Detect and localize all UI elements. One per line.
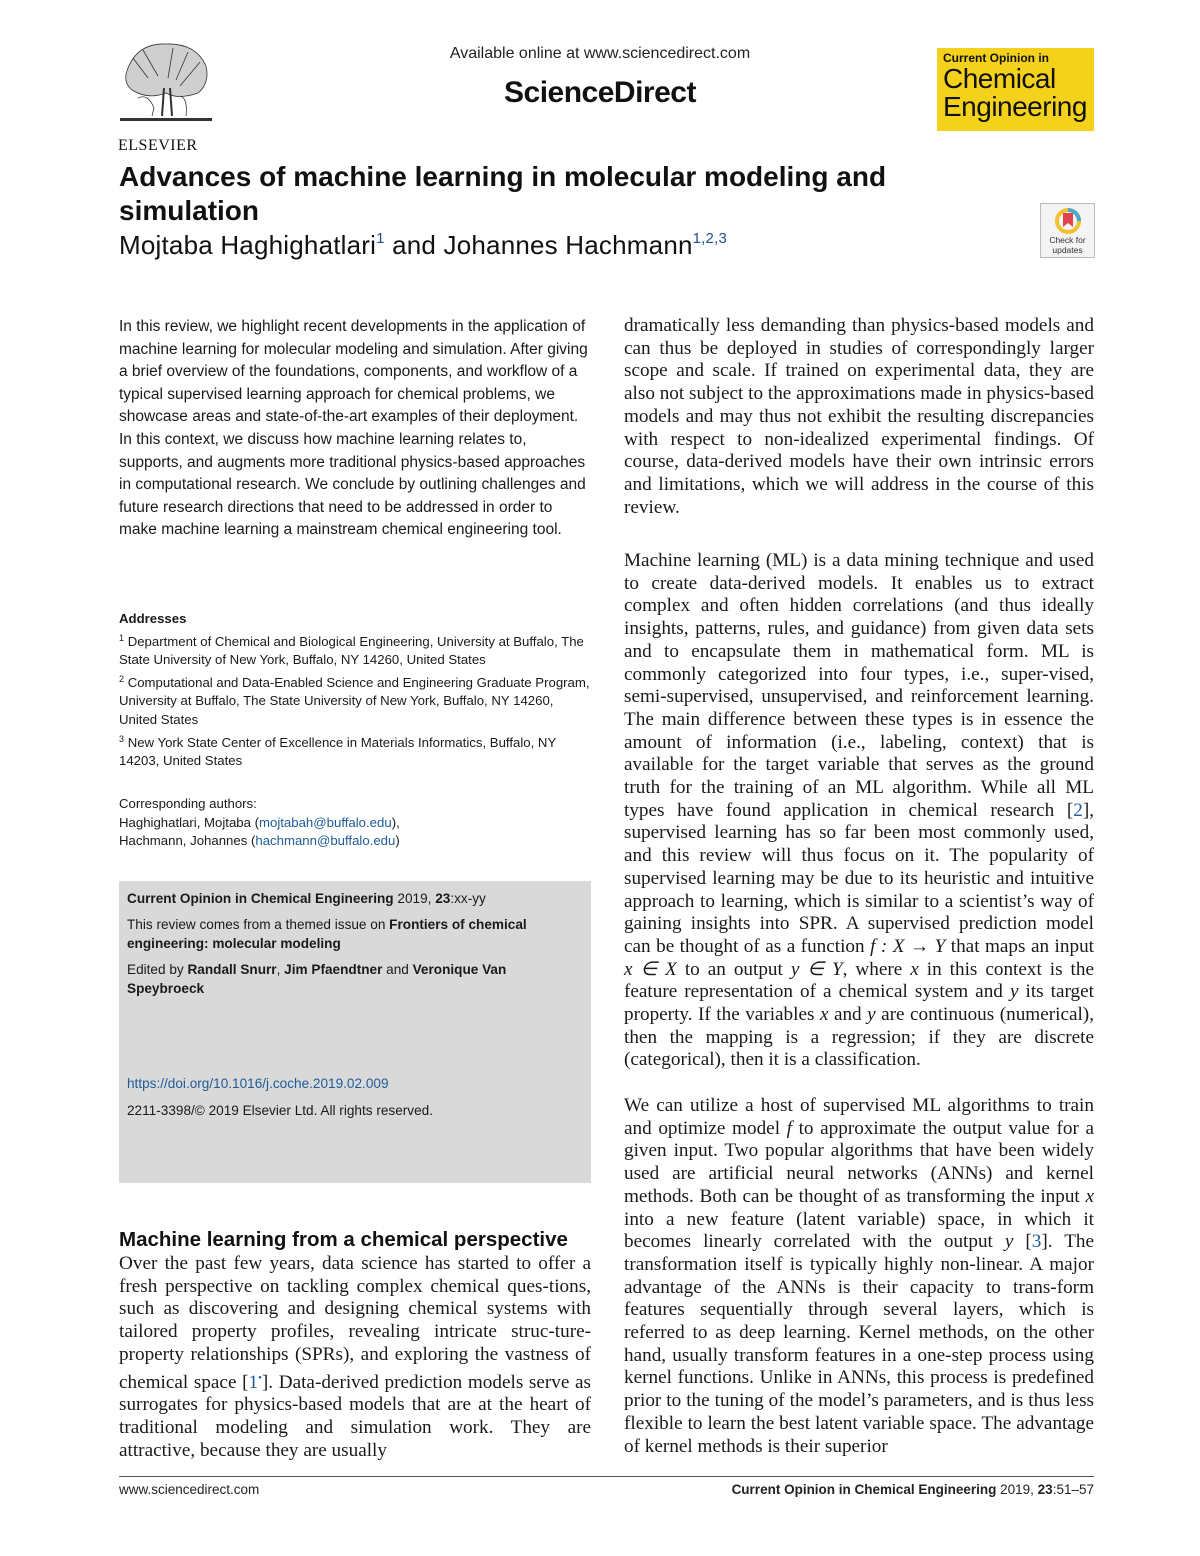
author-name[interactable]: Mojtaba Haghighatlari (119, 230, 377, 260)
check-updates-line1: Check for (1049, 235, 1086, 245)
author-list (119, 230, 727, 261)
address-text: New York State Center of Excellence in Materials Informatics, Buffalo, NY 14203, United States (119, 734, 556, 769)
address-item (119, 730, 591, 771)
check-updates-line2: updates (1052, 244, 1083, 255)
body-paragraph (624, 550, 1094, 1072)
address-text: Department of Chemical and Biological Engineering, University at Buffalo, The State University of New York, Buffalo, NY 14260, United States (119, 633, 584, 668)
journal-badge-line1: Current Opinion in (943, 51, 1049, 65)
addresses (119, 610, 591, 771)
address-number: 3 (119, 733, 125, 744)
footer-site-link[interactable]: www.sciencedirect.com (119, 1482, 260, 1497)
address-text: Computational and Data-Enabled Science and Engineering Graduate Program, University at Buffalo, The State University of New York, Buffalo, NY 14260, United States (119, 674, 590, 727)
journal-badge-line3: Engineering (943, 91, 1087, 122)
citation-mark: • (258, 1371, 262, 1384)
editor-name[interactable]: Jim Pfaendtner (284, 962, 383, 977)
body-text: into a new feature (latent variable) space, in which it becomes linearly correlated with the output (624, 1208, 1094, 1253)
body-text: and (828, 1004, 868, 1026)
body-text: to an output (676, 958, 791, 980)
journal-name: Current Opinion in Chemical Engineering (127, 891, 394, 906)
elsevier-wordmark: ELSEVIER (118, 137, 198, 154)
corresponding-author: Haghighatlari, Mojtaba (mojtabah@buffalo.edu), (119, 814, 400, 830)
journal-badge-line2: Chemical (943, 63, 1056, 94)
footer-divider (119, 1476, 1094, 1477)
copyright-line: 2211-3398/© 2019 Elsevier Ltd. All rights reserved. (127, 1103, 433, 1118)
body-text: are continuous (numerical), then the mapping is a regression; if they are discrete (categorical), then it is a classification. (624, 1004, 1094, 1071)
journal-cover-badge[interactable] (937, 48, 1094, 131)
citation-link[interactable] (248, 1372, 261, 1393)
pages: :xx-yy (450, 891, 486, 906)
article-info-box (119, 881, 591, 1183)
body-paragraph (624, 1095, 1094, 1458)
body-text: to approximate the output value for a given input. Two popular algorithms that have been widely used are artificial neural networks (ANNs) and kernel methods. Both can be thought of as transforming the input (624, 1117, 1094, 1207)
address-number: 1 (119, 632, 125, 643)
body-text: that maps an input (945, 935, 1094, 957)
body-text: [ (1013, 1231, 1032, 1253)
crossmark-icon (1054, 207, 1082, 235)
abstract: In this review, we highlight recent developments in the application of machine learning for molecular modeling and simulation. After giving a brief overview of the foundations, components, and workflow of a typical supervised learning approach for chemical problems, we showcase areas and state-of-the-art examples of their deployment. In this context, we discuss how machine learning relates to, supports, and augments more traditional physics-based approaches in computational research. We conclude by outlining challenges and future research directions that need to be addressed in order to make machine learning a mainstream chemical engineering tool. (119, 318, 588, 539)
body-text: Machine learning (ML) is a data mining technique and used to create data-derived models. It enables us to extract complex and often hidden correlations (and thus ideally insights, patterns, rules, and guidance) from given data sets and to encapsulate them in mathematical form. ML is commonly categorized into four types, i.e., super-vised, semi-supervised, unsupervised, and reinforcement learning. The main difference between these types is in essence the amount of information (i.e., labeling, context) that is available for the target variable that serves as the ground truth for the training of an ML algorithm. While all ML types have found application in chemical research [ (624, 550, 1094, 821)
address-item (119, 629, 591, 670)
corresponding-heading: Corresponding authors: (119, 796, 257, 811)
citation-line (127, 889, 583, 908)
math-expression: y ∈ Y (790, 958, 843, 980)
author-joiner: and (384, 230, 444, 260)
math-expression: f : X → Y (870, 935, 946, 957)
punctuation: ), (391, 814, 400, 830)
footer-volume: 23 (1037, 1482, 1053, 1497)
body-text: , where (842, 958, 911, 980)
citation-link[interactable]: 3 (1031, 1231, 1042, 1253)
body-paragraph: dramatically less demanding than physics-based models and can thus be deployed in studies of correspondingly larger scope and scale. If trained on experimental data, they are also not subject to the approximations made in physics-based models and may thus not exhibit the resulting discrepancies with respect to non-idealized experimental findings. Of course, data-derived models have their own intrinsic errors and limitations, which we will address in the course of this review. (624, 315, 1095, 518)
math-expression: y (1004, 1231, 1014, 1253)
corresponding-author: Hachmann, Johannes (hachmann@buffalo.edu) (119, 833, 400, 849)
math-expression: y (867, 1004, 876, 1026)
article-title: Advances of machine learning in molecular modeling and simulation (119, 161, 887, 226)
edited-prefix: Edited by (127, 962, 188, 977)
math-expression: x (910, 958, 919, 980)
address-number: 2 (119, 673, 125, 684)
citation-number: 1 (248, 1371, 259, 1393)
body-text: ]. The transformation itself is typically highly non-linear. A major advantage of the ANNs is their capacity to trans-form features sequentially through several layers, which is referred to as deep learning. Kernel methods, on the other hand, usually transform features in a one-step process using kernel functions. Unlike in ANNs, this process is predefined prior to the tuning of the model’s parameters, and is thus less flexible to learn the best latent variable space. The advantage of kernel methods is their superior (624, 1231, 1095, 1457)
citation-link[interactable]: 2 (1073, 799, 1083, 821)
editor-name[interactable]: Randall Snurr (187, 962, 277, 977)
corresponding-name: Hachmann, Johannes (119, 833, 248, 849)
math-expression: y (1009, 981, 1019, 1003)
author-name[interactable]: Johannes Hachmann (443, 230, 693, 260)
volume: 23 (435, 891, 451, 906)
body-text: ]. Data-derived prediction models serve as surrogates for physics-based models that are at the heart of traditional modeling and simulation work. They are attractive, because they are usually (119, 1371, 591, 1461)
check-for-updates-button[interactable] (1040, 203, 1095, 258)
footer-year: 2019, (1000, 1482, 1034, 1497)
sciencedirect-logo[interactable]: ScienceDirect (504, 76, 696, 109)
email-link[interactable]: mojtabah@buffalo.edu (259, 814, 392, 830)
addresses-heading: Addresses (119, 611, 187, 626)
affiliation-ref[interactable]: 1 (376, 230, 385, 247)
themed-issue-line (127, 915, 583, 953)
body-text: its target property. If the variables (624, 981, 1094, 1026)
themed-prefix: This review comes from a themed issue on (127, 917, 390, 932)
section-heading: Machine learning from a chemical perspective (119, 1228, 568, 1251)
editor-name[interactable]: Veronique Van Speybroeck (127, 962, 507, 996)
punctuation: ) (395, 833, 400, 849)
footer-pages: :51–57 (1052, 1482, 1094, 1497)
body-paragraph (119, 1253, 591, 1462)
body-text: in this context is the feature representation of a chemical system and (624, 958, 1095, 1003)
corresponding-name: Haghighatlari, Mojtaba (119, 814, 251, 830)
footer-journal: Current Opinion in Chemical Engineering (731, 1482, 997, 1497)
year: 2019, (397, 891, 432, 906)
affiliation-ref[interactable]: 1,2,3 (692, 230, 728, 247)
email-link[interactable]: hachmann@buffalo.edu (255, 833, 396, 849)
footer-citation (732, 1482, 1094, 1497)
doi-link[interactable]: https://doi.org/10.1016/j.coche.2019.02.009 (127, 1076, 389, 1091)
editors-line: Edited by Randall Snurr, Jim Pfaendtner and Veronique Van Speybroeck (127, 962, 507, 996)
math-expression: x (1085, 1185, 1094, 1207)
math-expression: x ∈ X (624, 958, 677, 980)
math-expression: x (819, 1004, 829, 1026)
corresponding-authors (119, 795, 591, 851)
body-text: We can utilize a host of supervised ML algorithms to train and optimize model (624, 1095, 1094, 1139)
address-item (119, 670, 591, 730)
themed-issue-link[interactable]: Frontiers of chemical engineering: molecular modeling (127, 917, 527, 951)
body-text: ], supervised learning has so far been most commonly used, and this review will thus focus on it. The popularity of supervised learning may be due to its heuristic and intuitive approach to learning, which is similar to a scientist’s way of gaining insights into SPR. A supervised prediction model can be thought of as a function (624, 799, 1094, 957)
available-online-text: Available online at www.sciencedirect.com (449, 45, 751, 62)
math-expression: f (786, 1117, 792, 1139)
body-text: Over the past few years, data science has started to offer a fresh perspective on tackling complex chemical ques-tions, such as discovering and designing chemical systems with tailored property profiles, revealing intricate struc-ture-property relationships (SPRs), and exploring the vastness of chemical space [ (119, 1253, 591, 1393)
